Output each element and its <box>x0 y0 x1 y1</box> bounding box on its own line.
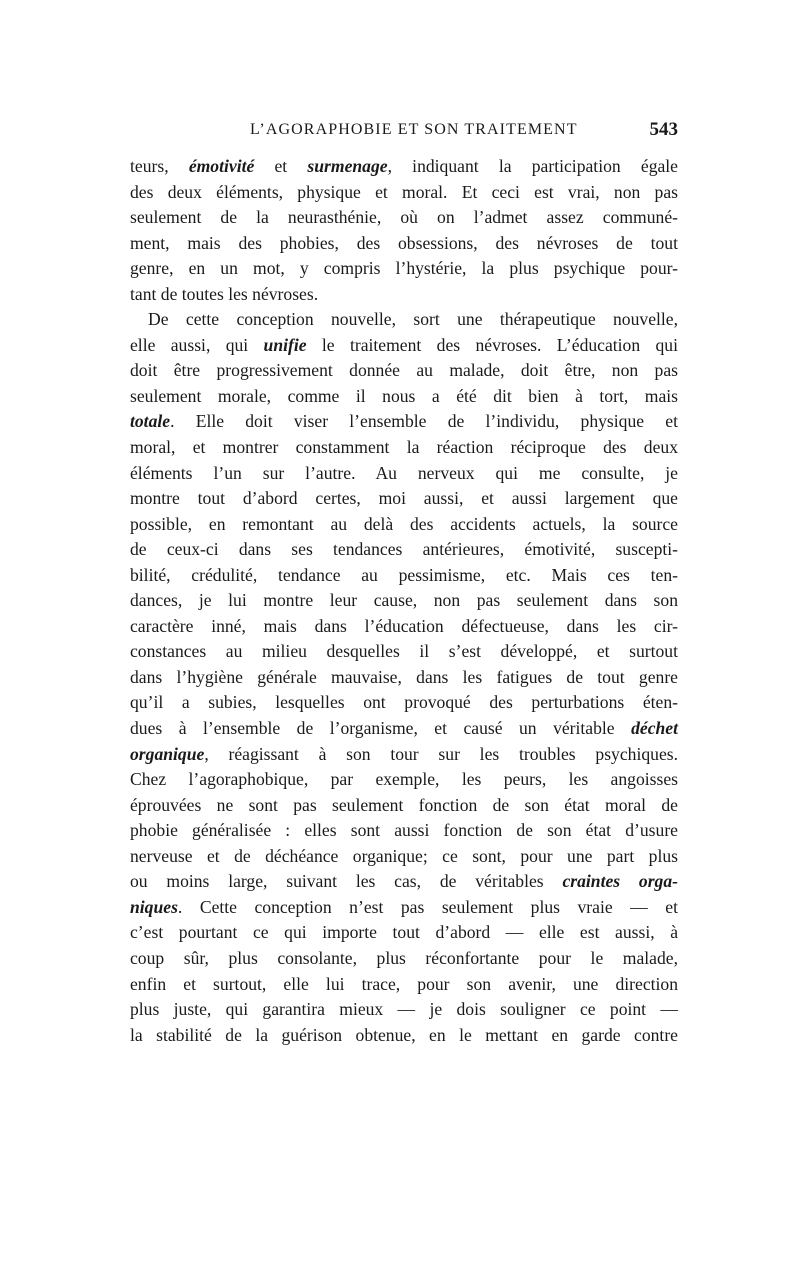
text-segment: , indiquant la participation égale <box>387 156 678 176</box>
text-line <box>130 767 678 793</box>
text-segment: des deux éléments, physique et moral. Et ceci est vrai, non pas <box>130 181 678 202</box>
text-line <box>130 205 678 231</box>
text-line <box>130 231 678 257</box>
text-line <box>130 409 678 435</box>
text-segment: doit être progressivement donnée au malade, doit être, non pas <box>130 360 678 381</box>
text-segment: , réagissant à son tour sur les troubles psychiques. <box>204 743 678 764</box>
page-number: 543 <box>649 119 678 140</box>
running-head: L’AGORAPHOBIE ET SON TRAITEMENT <box>250 121 578 138</box>
text-line <box>130 716 678 742</box>
text-line <box>130 435 678 461</box>
italic-text: craintes orga- <box>562 871 678 892</box>
italic-text: totale <box>130 411 171 432</box>
text-segment: qu’il a subies, lesquelles ont provoqué des perturbations éten- <box>130 692 678 713</box>
text-segment: phobie généralisée : elles sont aussi fonction de son état d’usure <box>130 820 678 841</box>
text-segment: possible, en remontant au delà des accidents actuels, la source <box>130 513 678 534</box>
text-segment: plus juste, qui garantira mieux — je dois souligner ce point — <box>130 999 678 1020</box>
text-segment: enfin et surtout, elle lui trace, pour son avenir, une direction <box>130 973 678 994</box>
text-segment: seulement morale, comme il nous a été dit bien à tort, mais <box>130 385 678 406</box>
text-segment: la stabilité de la guérison obtenue, en le mettant en garde contre <box>130 1024 678 1045</box>
page-header <box>130 118 678 142</box>
text-segment: c’est pourtant ce qui importe tout d’abord — elle est aussi, à <box>130 922 678 943</box>
text-line <box>130 665 678 691</box>
text-segment: de ceux-ci dans ses tendances antérieures, émotivité, suscepti- <box>130 539 678 560</box>
text-line <box>130 282 678 308</box>
text-line <box>130 844 678 870</box>
text-line <box>130 180 678 206</box>
text-line <box>130 333 678 359</box>
text-line <box>130 588 678 614</box>
text-segment: ou moins large, suivant les cas, de véritables <box>130 871 563 892</box>
text-line <box>130 690 678 716</box>
text-line <box>130 512 678 538</box>
italic-text: organique <box>130 743 205 764</box>
text-segment: . Elle doit viser l’ensemble de l’individu, physique et <box>170 411 678 432</box>
text-segment: dues à l’ensemble de l’organisme, et causé un véritable <box>130 718 632 739</box>
text-line <box>130 920 678 946</box>
text-segment: elle aussi, qui <box>130 334 264 355</box>
text-segment: bilité, crédulité, tendance au pessimisme, etc. Mais ces ten- <box>130 564 678 585</box>
text-line <box>130 818 678 844</box>
text-line <box>130 639 678 665</box>
text-segment: moral, et montrer constamment la réaction réciproque des deux <box>130 437 678 458</box>
text-line <box>130 256 678 282</box>
text-segment: teurs, <box>130 156 189 176</box>
text-segment: éprouvées ne sont pas seulement fonction de son état moral de <box>130 794 678 815</box>
text-line <box>130 895 678 921</box>
text-line <box>130 154 678 180</box>
text-segment: et <box>254 156 308 176</box>
text-line <box>130 972 678 998</box>
text-segment: montre tout d’abord certes, moi aussi, et aussi largement que <box>130 488 678 509</box>
text-segment: tant de toutes les névroses. <box>130 283 319 304</box>
text-segment: De cette conception nouvelle, sort une thérapeutique nouvelle, <box>148 309 678 330</box>
text-segment: . Cette conception n’est pas seulement plus vraie — et <box>177 896 678 917</box>
text-segment: Chez l’agoraphobique, par exemple, les peurs, les angoisses <box>130 769 678 790</box>
italic-text: niques <box>130 896 178 917</box>
text-segment: coup sûr, plus consolante, plus réconfortante pour le malade, <box>130 947 678 968</box>
text-line <box>130 742 678 768</box>
text-segment: le traitement des névroses. L’éducation qui <box>306 334 678 355</box>
italic-text: surmenage <box>307 156 388 176</box>
text-line <box>130 461 678 487</box>
text-segment: nerveuse et de déchéance organique; ce sont, pour une part plus <box>130 845 678 866</box>
text-line <box>130 997 678 1023</box>
text-segment: constances au milieu desquelles il s’est développé, et surtout <box>130 641 678 662</box>
text-segment: seulement de la neurasthénie, où on l’admet assez communé- <box>130 207 678 228</box>
text-segment: genre, en un mot, y compris l’hystérie, la plus psychique pour- <box>130 258 678 279</box>
text-segment: éléments l’un sur l’autre. Au nerveux qui me consulte, je <box>130 462 678 483</box>
text-line <box>130 384 678 410</box>
italic-text: unifie <box>263 334 307 355</box>
text-line <box>130 869 678 895</box>
text-line <box>130 563 678 589</box>
text-line <box>130 946 678 972</box>
italic-text: émotivité <box>188 156 255 176</box>
text-line <box>130 486 678 512</box>
italic-text: déchet <box>631 718 678 739</box>
text-line <box>130 358 678 384</box>
text-line <box>130 1023 678 1049</box>
text-segment: dans l’hygiène générale mauvaise, dans les fatigues de tout genre <box>130 666 678 687</box>
text-segment: ment, mais des phobies, des obsessions, des névroses de tout <box>130 232 678 253</box>
text-line <box>130 614 678 640</box>
text-segment: dances, je lui montre leur cause, non pas seulement dans son <box>130 590 678 611</box>
text-line <box>130 307 678 333</box>
text-line <box>130 793 678 819</box>
text-line <box>130 537 678 563</box>
text-segment: caractère inné, mais dans l’éducation défectueuse, dans les cir- <box>130 615 678 636</box>
body-text <box>130 154 678 1048</box>
